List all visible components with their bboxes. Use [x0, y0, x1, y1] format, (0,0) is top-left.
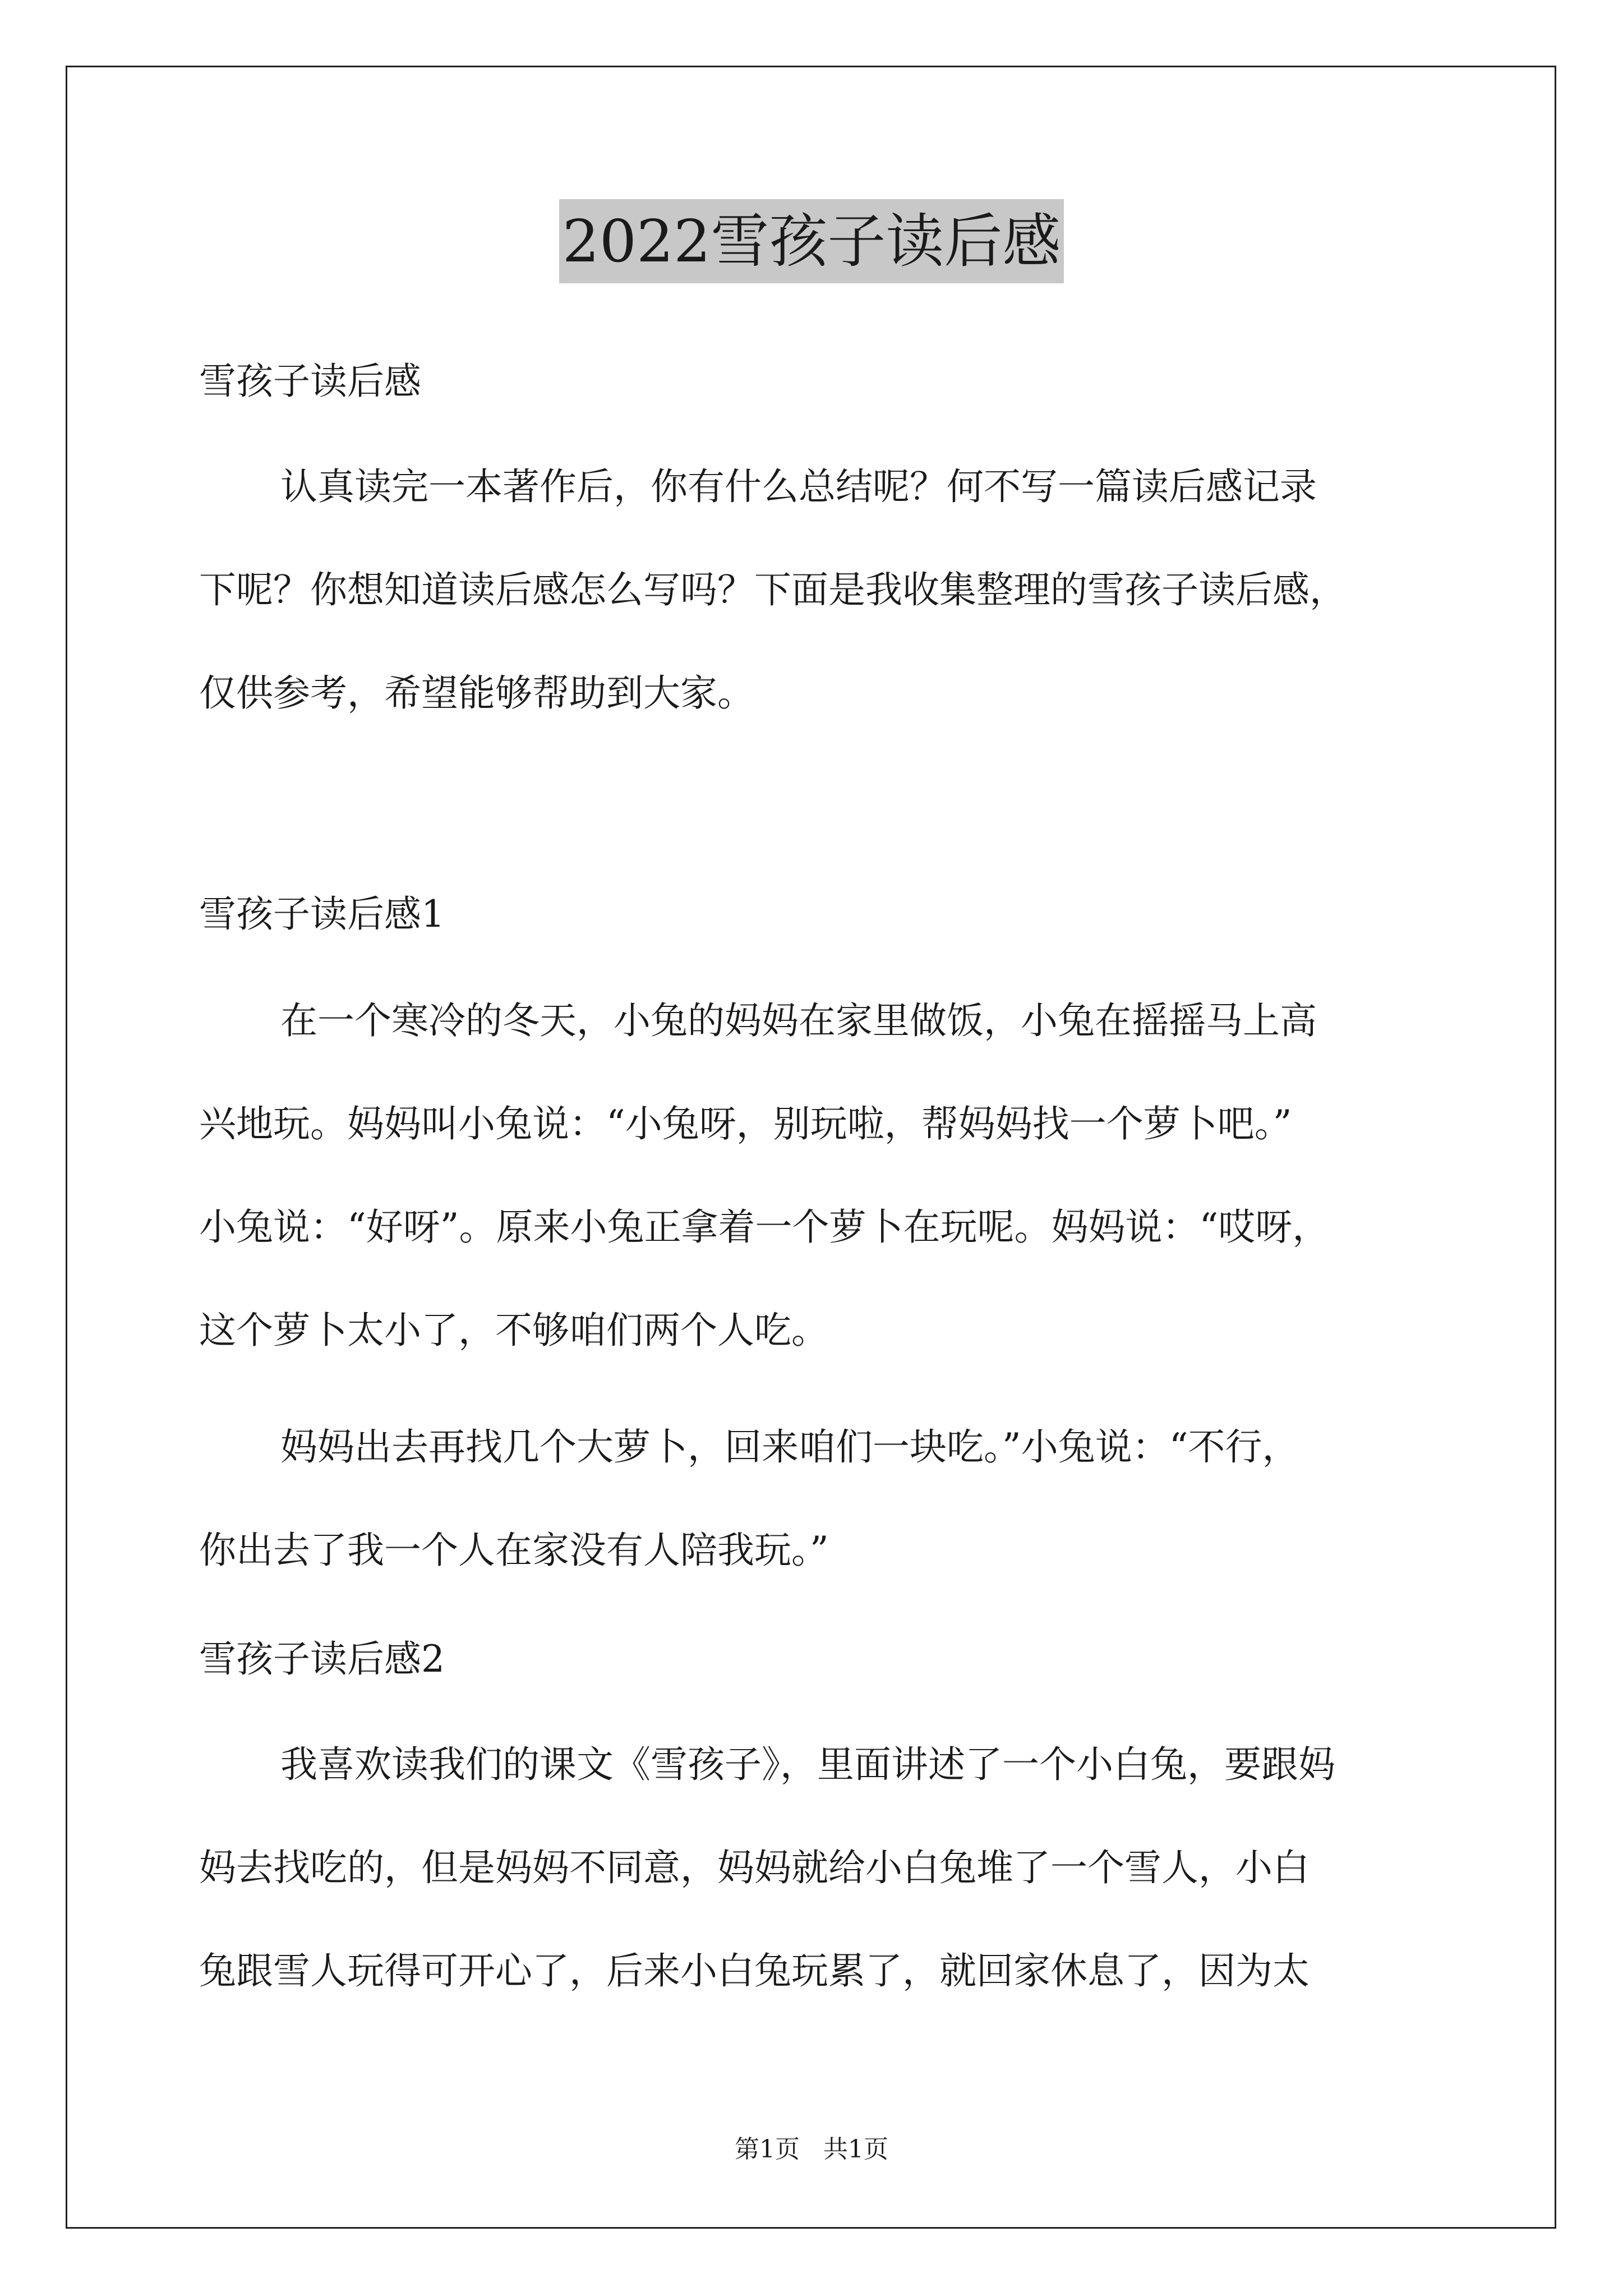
page-footer: 第1页 共1页 — [735, 2135, 888, 2164]
paragraph-line: 我喜欢读我们的课文《雪孩子》，里面讲述了一个小白兔，要跟妈 — [280, 1743, 1335, 1786]
paragraph-line: 小兔说：“好呀”。原来小兔正拿着一个萝卜在玩呢。妈妈说：“哎呀， — [199, 1205, 1330, 1249]
paragraph-line: 妈去找吃的，但是妈妈不同意，妈妈就给小白兔堆了一个雪人，小白 — [199, 1846, 1310, 1889]
paragraph-line: 这个萝卜太小了，不够咱们两个人吃。 — [199, 1309, 828, 1352]
document-title-block — [0, 199, 1623, 283]
heading-section-2: 雪孩子读后感2 — [199, 1637, 445, 1681]
paragraph-line: 在一个寒冷的冬天，小兔的妈妈在家里做饭，小兔在摇摇马上高 — [280, 999, 1317, 1042]
heading-section-1: 雪孩子读后感1 — [199, 892, 445, 936]
paragraph-line: 兴地玩。妈妈叫小兔说：“小兔呀，别玩啦，帮妈妈找一个萝卜吧。” — [199, 1102, 1292, 1145]
intro-line: 仅供参考，希望能够帮助到大家。 — [199, 671, 754, 715]
document-title: 2022雪孩子读后感 — [559, 199, 1064, 283]
heading-intro: 雪孩子读后感 — [199, 360, 421, 403]
paragraph-line: 你出去了我一个人在家没有人陪我玩。” — [199, 1529, 829, 1572]
paragraph-line: 兔跟雪人玩得可开心了，后来小白兔玩累了，就回家休息了，因为太 — [199, 1949, 1310, 1993]
intro-line: 下呢？你想知道读后感怎么写吗？下面是我收集整理的雪孩子读后感， — [199, 568, 1347, 611]
paragraph-line: 妈妈出去再找几个大萝卜，回来咱们一块吃。”小兔说：“不行， — [280, 1425, 1299, 1469]
intro-line: 认真读完一本著作后，你有什么总结呢？何不写一篇读后感记录 — [280, 465, 1317, 508]
